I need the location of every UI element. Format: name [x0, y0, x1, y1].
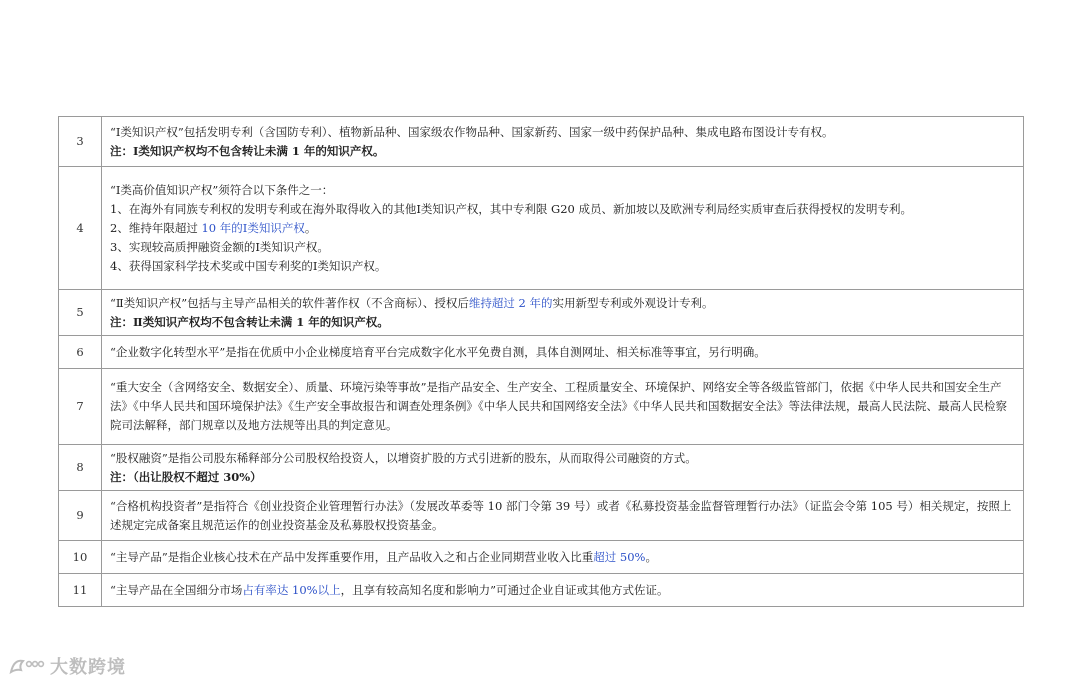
row-definition	[102, 369, 1024, 445]
definition-line	[110, 238, 1017, 257]
row-definition	[102, 445, 1024, 491]
note-line	[110, 142, 1017, 161]
watermark	[8, 654, 126, 678]
definition-line	[110, 343, 1017, 362]
highlighted-text: 超过 50%	[593, 549, 646, 564]
row-number: 3	[59, 117, 102, 167]
text-segment: “重大安全（含网络安全、数据安全）、质量、环境污染等事故”是指产品安全、生产安全、工程质量安全、环境保护、网络安全等各级监管部门，依据《中华人民共和国安全生产法》《中华人民共和国环境保护法》《生产安全事故报告和调查处理条例》《中华人民共和国网络安全法》《中华人民共和国数据安全法》等法律法规，最高人民法院、最高人民检察院司法解释，部门规章以及地方法规等出具的判定意见。	[110, 380, 1007, 432]
table-row	[59, 336, 1024, 369]
definition-line	[110, 581, 1017, 600]
row-number: 4	[59, 167, 102, 290]
note-line	[110, 468, 1017, 487]
table-row	[59, 369, 1024, 445]
text-segment: 2、维持年限超过	[110, 220, 202, 235]
row-number: 8	[59, 445, 102, 491]
definition-line	[110, 200, 1017, 219]
text-segment: 实用新型专利或外观设计专利。	[552, 295, 714, 310]
text-segment: 3、实现较高质押融资金额的Ⅰ类知识产权。	[110, 239, 329, 254]
row-number: 5	[59, 290, 102, 336]
row-number: 6	[59, 336, 102, 369]
row-definition	[102, 541, 1024, 574]
text-segment: “Ⅱ类知识产权”包括与主导产品相关的软件著作权（不含商标）、授权后	[110, 295, 469, 310]
row-number: 7	[59, 369, 102, 445]
row-definition	[102, 167, 1024, 290]
text-segment: 4、获得国家科学技术奖或中国专利奖的Ⅰ类知识产权。	[110, 258, 387, 273]
highlighted-text: 维持超过 2 年的	[468, 295, 553, 310]
highlighted-text: 10 年的Ⅰ类知识产权	[201, 220, 305, 235]
row-number: 9	[59, 491, 102, 541]
definition-line	[110, 257, 1017, 276]
note-line	[110, 313, 1017, 332]
definitions-table-body	[59, 117, 1024, 607]
text-segment: 注：（出让股权不超过 30%）	[110, 469, 262, 484]
bird-logo-icon	[8, 655, 46, 677]
table-row	[59, 541, 1024, 574]
text-segment: “主导产品”是指企业核心技术在产品中发挥重要作用，且产品收入之和占企业同期营业收入比重	[110, 549, 594, 564]
table-row	[59, 117, 1024, 167]
row-definition	[102, 574, 1024, 607]
table-row	[59, 491, 1024, 541]
definition-line	[110, 548, 1017, 567]
row-definition	[102, 117, 1024, 167]
row-number: 11	[59, 574, 102, 607]
text-segment: “Ⅰ类知识产权”包括发明专利（含国防专利）、植物新品种、国家级农作物品种、国家新药、国家一级中药保护品种、集成电路布图设计专有权。	[110, 124, 834, 139]
text-segment: 注：Ⅱ类知识产权均不包含转让未满 1 年的知识产权。	[110, 314, 389, 329]
row-definition	[102, 290, 1024, 336]
table-row	[59, 290, 1024, 336]
definition-line	[110, 449, 1017, 468]
definition-line	[110, 123, 1017, 142]
text-segment: “股权融资”是指公司股东稀释部分公司股权给投资人，以增资扩股的方式引进新的股东，从而取得公司融资的方式。	[110, 450, 697, 465]
text-segment: “主导产品在全国细分市场	[110, 582, 243, 597]
text-segment: 1、在海外有同族专利权的发明专利或在海外取得收入的其他Ⅰ类知识产权，其中专利限 G20 成员、新加坡以及欧洲专利局经实质审查后获得授权的发明专利。	[110, 201, 912, 216]
definition-line	[110, 219, 1017, 238]
watermark-text: 大数跨境	[50, 657, 126, 678]
text-segment: ，且享有较高知名度和影响力”可通过企业自证或其他方式佐证。	[340, 582, 669, 597]
text-segment: 注：Ⅰ类知识产权均不包含转让未满 1 年的知识产权。	[110, 143, 385, 158]
row-number: 10	[59, 541, 102, 574]
definition-line	[110, 294, 1017, 313]
table-row	[59, 574, 1024, 607]
table-row	[59, 445, 1024, 491]
definitions-table	[58, 116, 1024, 607]
definition-line	[110, 378, 1017, 435]
text-segment: 。	[645, 549, 657, 564]
text-segment: “Ⅰ类高价值知识产权”须符合以下条件之一：	[110, 182, 334, 197]
text-segment: “企业数字化转型水平”是指在优质中小企业梯度培育平台完成数字化水平免费自测，具体自测网址、相关标准等事宜，另行明确。	[110, 344, 766, 359]
definition-line	[110, 497, 1017, 535]
definition-line	[110, 181, 1017, 200]
text-segment: “合格机构投资者”是指符合《创业投资企业管理暂行办法》（发展改革委等 10 部门令第 39 号）或者《私募投资基金监督管理暂行办法》（证监会令第 105 号）相关规定，按照上述规定完成备案且规范运作的创业投资基金及私募股权投资基金。	[110, 498, 1012, 532]
row-definition	[102, 336, 1024, 369]
table-row	[59, 167, 1024, 290]
highlighted-text: 占有率达 10%以上	[242, 582, 341, 597]
row-definition	[102, 491, 1024, 541]
text-segment: 。	[304, 220, 317, 235]
